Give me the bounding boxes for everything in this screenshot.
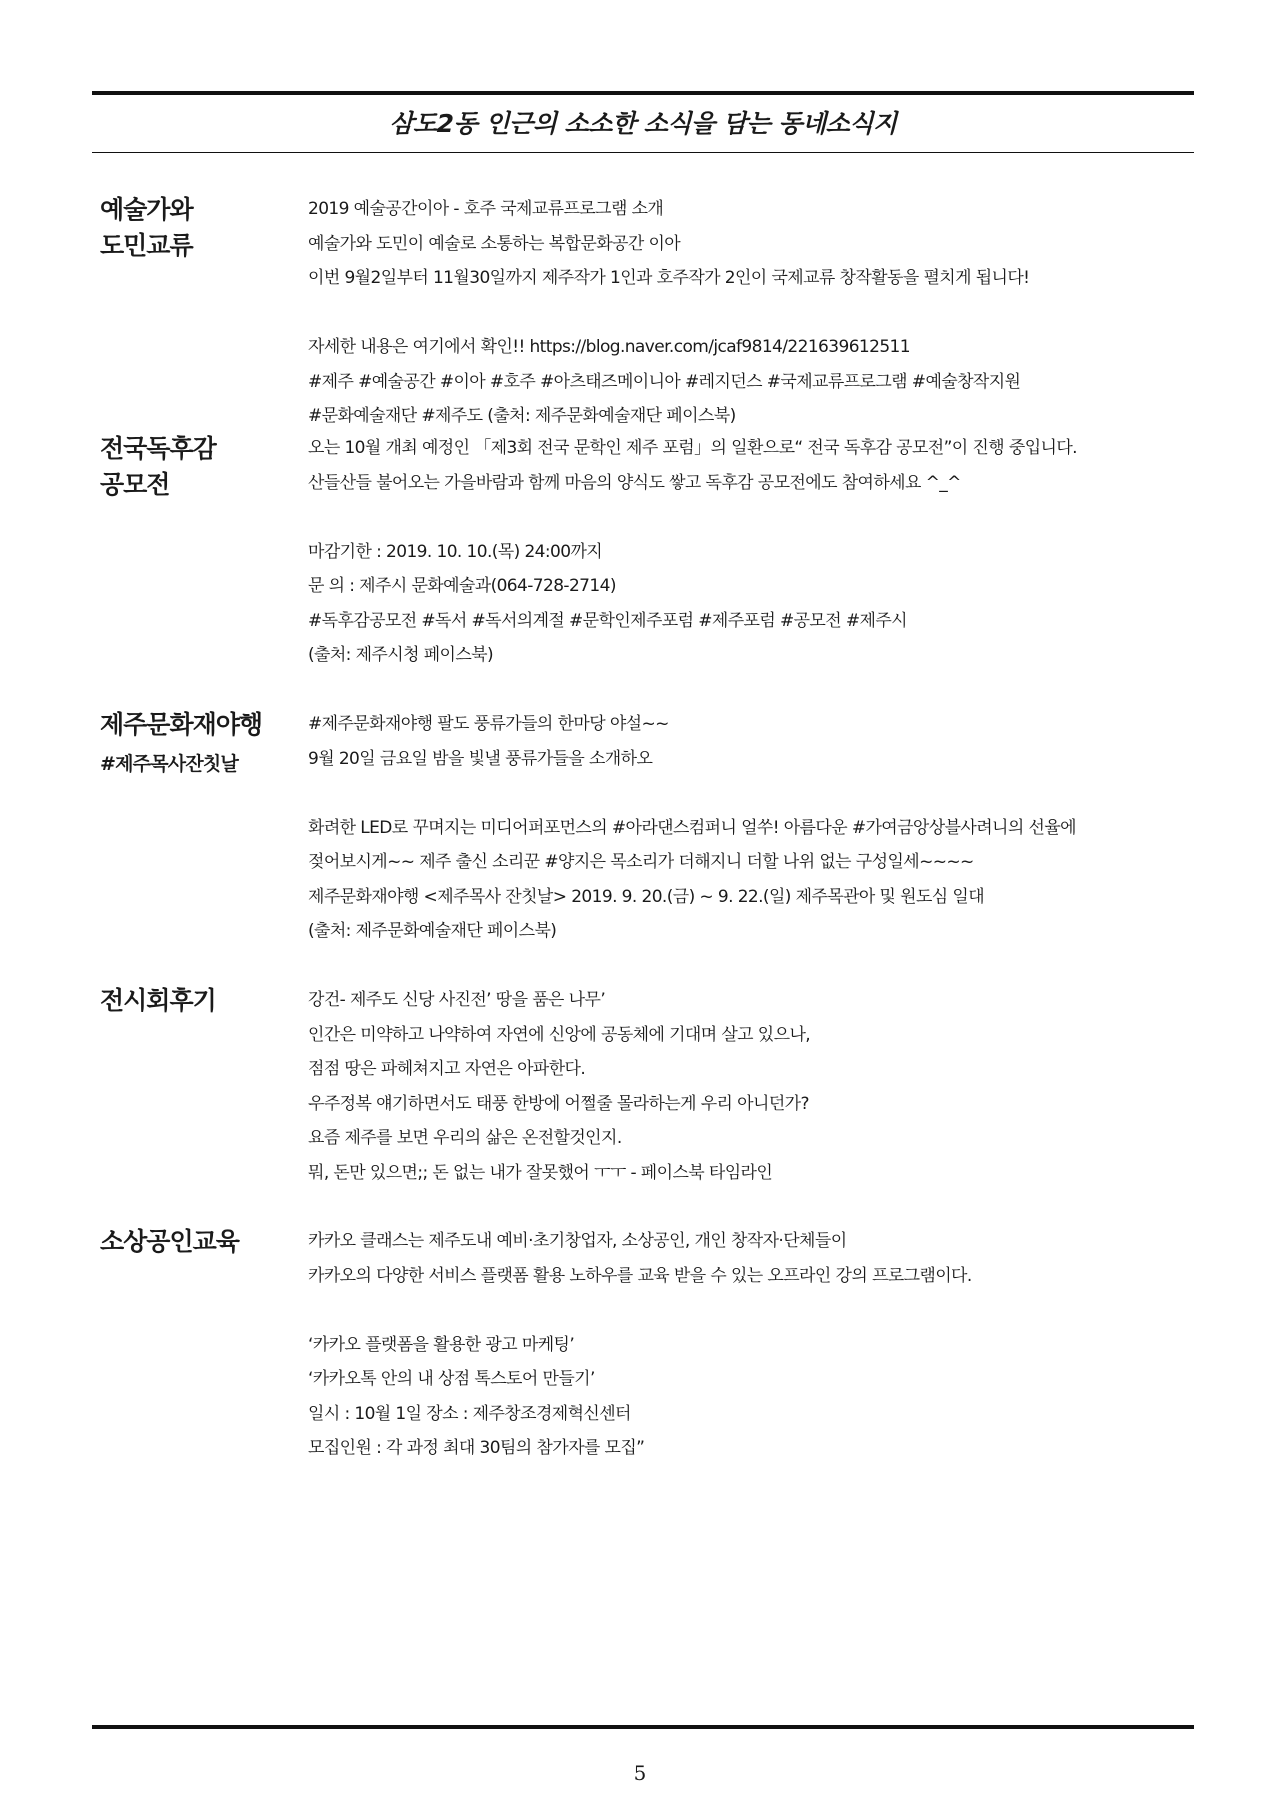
body-line: 카카오 클래스는 제주도내 예비·초기창업자, 소상공인, 개인 창작자·단체들이 xyxy=(308,1231,847,1251)
section-heading xyxy=(100,983,308,1019)
body-line xyxy=(308,296,1194,331)
section-title: 전시회후기 xyxy=(100,986,216,1015)
section-body xyxy=(308,983,1194,1190)
body-line: #독후감공모전 #독서 #독서의계절 #문학인제주포럼 #제주포럼 #공모전 #제주시 xyxy=(308,610,907,631)
body-line: 오는 10월 개최 예정인 「제3회 전국 문학인 제주 포럼」의 일환으로“ 전국 독후감 공모전”이 진행 중입니다. xyxy=(308,438,1077,458)
body-line: 산들산들 불어오는 가을바람과 함께 마음의 양식도 쌓고 독후감 공모전에도 참여하세요 ^_^ xyxy=(308,472,961,493)
body-line: (출처: 제주시청 페이스북) xyxy=(308,645,494,665)
body-line: 9월 20일 금요일 밤을 빛낼 풍류가들을 소개하오 xyxy=(308,748,653,769)
section-heading xyxy=(100,192,308,264)
section-title: 전국독후감 공모전 xyxy=(100,434,216,499)
body-line: 점점 땅은 파헤쳐지고 자연은 아파한다. xyxy=(308,1059,586,1079)
section-heading xyxy=(100,431,308,503)
body-line: #제주 #예술공간 #이아 #호주 #아츠태즈메이니아 #레지던스 #국제교류프로그램 #예술창작지원 xyxy=(308,371,1021,392)
body-line: ‘카카오톡 안의 내 상점 톡스토어 만들기’ xyxy=(308,1369,595,1389)
top-rule xyxy=(92,91,1194,95)
body-line: 모집인원 : 각 과정 최대 30팀의 참가자를 모집” xyxy=(308,1438,645,1458)
body-line: 자세한 내용은 여기에서 확인!! https://blog.naver.com/jcaf9814/221639612511 xyxy=(308,337,910,357)
body-line: 예술가와 도민이 예술로 소통하는 복합문화공간 이아 xyxy=(308,233,681,254)
section-heading xyxy=(100,1224,308,1260)
body-line: #제주문화재야행 팔도 풍류가들의 한마당 야설~~ xyxy=(308,714,669,734)
body-line: 강건- 제주도 신당 사진전’ 땅을 품은 나무’ xyxy=(308,990,606,1010)
body-line: #문화예술재단 #제주도 (출처: 제주문화예술재단 페이스북) xyxy=(308,406,736,426)
body-line: 일시 : 10월 1일 장소 : 제주창조경제혁신센터 xyxy=(308,1403,631,1424)
section-body xyxy=(308,192,1194,434)
body-line: 문 의 : 제주시 문화예술과(064-728-2714) xyxy=(308,576,616,596)
section-heading xyxy=(100,707,308,779)
section-body xyxy=(308,707,1194,949)
section-heritage-night xyxy=(100,707,1194,983)
body-line: 뭐, 돈만 있으면;; 돈 없는 내가 잘못했어 ㅜㅜ - 페이스북 타임라인 xyxy=(308,1162,773,1183)
section-body xyxy=(308,431,1194,673)
body-line: 제주문화재야행 <제주목사 잔칫날> 2019. 9. 20.(금) ~ 9. 22.(일) 제주목관아 및 원도심 일대 xyxy=(308,886,985,907)
body-line: 카카오의 다양한 서비스 플랫폼 활용 노하우를 교육 받을 수 있는 오프라인 강의 프로그램이다. xyxy=(308,1265,972,1286)
body-line: 우주정복 얘기하면서도 태풍 한방에 어쩔줄 몰라하는게 우리 아니던가? xyxy=(308,1093,809,1114)
body-line: ‘카카오 플랫폼을 활용한 광고 마케팅’ xyxy=(308,1334,575,1355)
body-line: 마감기한 : 2019. 10. 10.(목) 24:00까지 xyxy=(308,541,603,562)
masthead-title: 삼도2동 인근의 소소한 소식을 담는 동네소식지 xyxy=(389,109,897,138)
section-title: 제주문화재야행 xyxy=(100,710,263,739)
section-small-business-education xyxy=(100,1224,1194,1474)
body-line xyxy=(308,500,1194,535)
body-line: 젖어보시게~~ 제주 출신 소리꾼 #양지은 목소리가 더해지니 더할 나위 없는 구성일세~~~~ xyxy=(308,852,974,872)
body-line: 화려한 LED로 꾸며지는 미디어퍼포먼스의 #아라댄스컴퍼니 얼쑤! 아름다운 #가여금앙상블사려니의 선율에 xyxy=(308,817,1076,838)
body-line: 이번 9월2일부터 11월30일까지 제주작가 1인과 호주작가 2인이 국제교류 창작활동을 펼치게 됩니다! xyxy=(308,268,1030,288)
section-title: 소상공인교육 xyxy=(100,1227,239,1256)
page-number: 5 xyxy=(633,1761,647,1785)
section-book-report-contest xyxy=(100,431,1194,707)
body-line xyxy=(308,1293,1194,1328)
masthead-rule xyxy=(92,152,1194,153)
section-subtitle: #제주목사잔칫날 xyxy=(100,753,238,775)
bottom-rule xyxy=(92,1725,1194,1729)
body-line: 인간은 미약하고 나약하여 자연에 신앙에 공동체에 기대며 살고 있으나, xyxy=(308,1024,811,1045)
news-sections xyxy=(100,192,1194,1474)
body-line: (출처: 제주문화예술재단 페이스북) xyxy=(308,921,557,941)
body-line xyxy=(308,776,1194,811)
section-artist-exchange xyxy=(100,192,1194,431)
section-exhibition-review xyxy=(100,983,1194,1224)
body-line: 요즘 제주를 보면 우리의 삶은 온전할것인지. xyxy=(308,1128,622,1148)
section-body xyxy=(308,1224,1194,1466)
section-title: 예술가와 도민교류 xyxy=(100,195,193,260)
body-line: 2019 예술공간이아 - 호주 국제교류프로그램 소개 xyxy=(308,199,664,219)
